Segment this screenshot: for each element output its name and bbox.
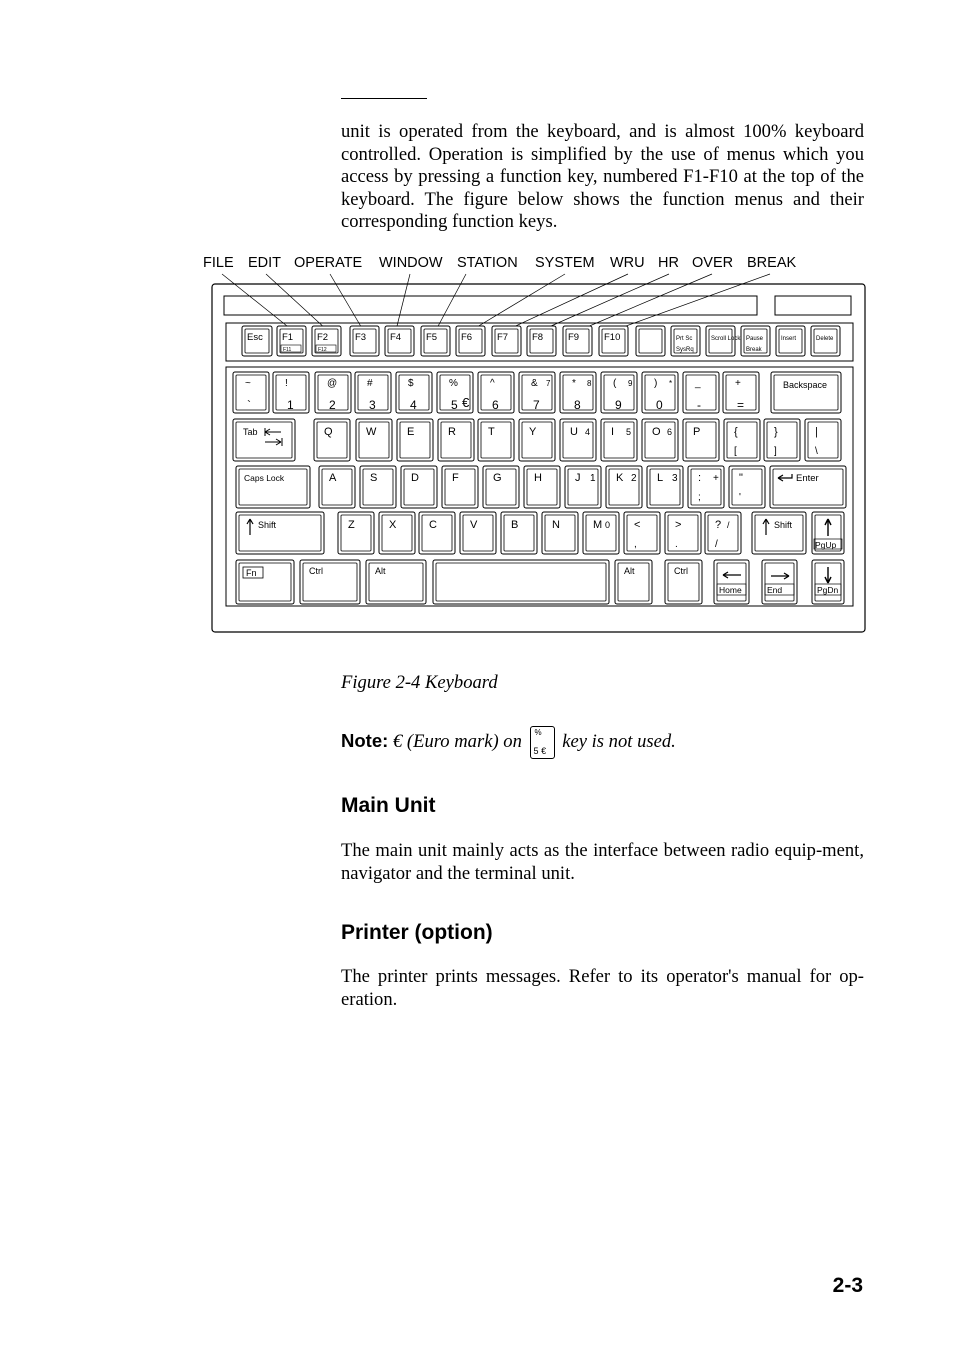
key-top: + — [735, 378, 741, 389]
key-pgup — [812, 512, 844, 554]
euro-symbol: € — [392, 731, 403, 752]
key-f9 — [563, 326, 592, 356]
key-top: L — [657, 472, 664, 484]
key-sym-5 — [437, 372, 473, 413]
key-h — [524, 466, 560, 508]
euro-mark: € — [462, 395, 470, 410]
key-label: Alt — [624, 566, 635, 576]
key-top: V — [470, 519, 478, 531]
key-bottom: . — [675, 539, 678, 550]
key-sym-8 — [560, 372, 596, 413]
menu-label-system: SYSTEM — [535, 255, 595, 271]
key-blank — [636, 326, 665, 356]
key-top: ( — [613, 378, 617, 389]
indicator-panel — [775, 296, 851, 315]
key-sublabel: Break — [746, 347, 762, 353]
key-top: < — [634, 519, 641, 531]
key-f10 — [599, 326, 628, 356]
key-top: I — [611, 426, 615, 438]
key-b — [501, 512, 537, 554]
key-numpad: 2 — [631, 473, 637, 484]
key-top: @ — [327, 378, 338, 389]
key-sym-sym — [723, 372, 759, 413]
key-m — [583, 512, 619, 554]
page-number: 2-3 — [832, 1274, 863, 1297]
key-sym-0 — [642, 372, 678, 413]
key-bottom: ` — [247, 398, 251, 412]
key-top: G — [493, 472, 502, 484]
key-bottom: 5 — [451, 398, 458, 412]
key-z — [338, 512, 374, 554]
key-label: Enter — [796, 473, 819, 484]
key-numpad: 7 — [546, 379, 551, 388]
key-e — [397, 419, 433, 461]
key-space — [433, 560, 609, 604]
key-bottom: = — [737, 398, 745, 412]
key-sublabel: PgUp — [815, 540, 837, 550]
key-bottom: 0 — [656, 398, 663, 412]
key-sym — [729, 466, 765, 508]
key-bottom: 4 — [410, 398, 417, 412]
key-sym-7 — [519, 372, 555, 413]
key-sym-3 — [355, 372, 391, 413]
key-label: F10 — [604, 332, 621, 343]
key-top: | — [815, 426, 818, 438]
menu-label-over: OVER — [692, 255, 734, 271]
key-sym — [764, 419, 800, 461]
note-text-2: key is not used. — [562, 731, 676, 752]
menu-label-operate: OPERATE — [294, 255, 363, 271]
key-pgdn — [812, 560, 844, 604]
keyboard-diagram — [0, 0, 954, 660]
key-sublabel: SysRq — [676, 347, 694, 353]
key-sym-sym — [683, 372, 719, 413]
key-bottom: \ — [815, 446, 818, 457]
key-sym-4 — [396, 372, 432, 413]
intro-paragraph: unit is operated from the keyboard, and is almost 100% keyboard controlled. Operation is simplified by the use of menus which you access by pressing a function key, numbered F1-F10 at the top of the keyboard. The figure below shows the function menus and their corresponding function keys. — [341, 121, 864, 232]
key-top: E — [407, 426, 415, 438]
figure-caption: Figure 2-4 Keyboard — [341, 672, 498, 693]
key-x — [379, 512, 415, 554]
key-5-bottom: 5 € — [533, 746, 547, 756]
key-top: { — [734, 426, 738, 438]
key-top: R — [448, 426, 456, 438]
key-top: D — [411, 472, 419, 484]
key-label: Ctrl — [309, 566, 323, 576]
key-w — [356, 419, 392, 461]
key-label: F1 — [282, 332, 294, 343]
key-top: Z — [348, 519, 355, 531]
key-sym-sym — [233, 372, 269, 413]
key-label: Esc — [247, 332, 263, 343]
key-v — [460, 512, 496, 554]
menu-label-file: FILE — [203, 255, 234, 271]
key-label: Tab — [243, 427, 258, 437]
key-ctrl — [665, 560, 702, 604]
key-bottom: ' — [739, 492, 741, 503]
key-sym — [688, 466, 724, 508]
printer-paragraph: The printer prints messages. Refer to its operator's manual for op-eration. — [341, 966, 864, 1010]
key-numpad: 3 — [672, 473, 678, 484]
key-t — [478, 419, 514, 461]
key-top: K — [616, 472, 624, 484]
key-f3 — [350, 326, 379, 356]
key-numpad: + — [713, 473, 719, 484]
key-top: & — [531, 378, 538, 389]
key-top: W — [366, 426, 377, 438]
key-label: Shift — [774, 520, 793, 530]
key-top: * — [572, 378, 576, 389]
key-esc — [242, 326, 272, 356]
key-top: O — [652, 426, 661, 438]
key-label: F9 — [568, 332, 580, 343]
key-numpad: * — [669, 379, 673, 388]
key-label: Shift — [258, 520, 277, 530]
key-5-icon — [530, 726, 555, 759]
key-top: ) — [654, 378, 658, 389]
key-top: ^ — [490, 378, 495, 389]
key-i — [601, 419, 637, 461]
key-sym — [624, 512, 660, 554]
key-label: F7 — [497, 332, 509, 343]
key-alt — [615, 560, 652, 604]
key-tab — [233, 419, 295, 461]
key-top: Q — [324, 426, 333, 438]
key-numpad: 9 — [628, 379, 633, 388]
key-sublabel: End — [767, 585, 783, 595]
key-ctrl — [300, 560, 360, 604]
main-unit-paragraph: The main unit mainly acts as the interface between radio equip-ment, navigator and the terminal unit. — [341, 840, 864, 884]
key-sym-1 — [273, 372, 309, 413]
key-bottom: 6 — [492, 398, 499, 412]
key-f8 — [527, 326, 556, 356]
key-sym — [724, 419, 760, 461]
key-top: A — [329, 472, 337, 484]
key-top: U — [570, 426, 578, 438]
key-label: Prt Sc — [676, 336, 693, 342]
key-label: Delete — [816, 336, 834, 342]
key-numpad: 8 — [587, 379, 592, 388]
printer-heading: Printer (option) — [341, 921, 493, 944]
key-bottom: ] — [774, 446, 777, 457]
key-top: H — [534, 472, 542, 484]
menu-label-break: BREAK — [747, 255, 797, 271]
key-enter — [770, 466, 846, 508]
key-top: } — [774, 426, 778, 438]
menu-label-window: WINDOW — [379, 255, 443, 271]
key-label: Ctrl — [674, 566, 688, 576]
key-top: $ — [408, 378, 414, 389]
key-numpad: 1 — [590, 473, 596, 484]
key-bottom: , — [634, 539, 637, 550]
key-j — [565, 466, 601, 508]
key-label: Scroll Lock — [711, 336, 741, 342]
menu-label-station: STATION — [457, 255, 518, 271]
key-u — [560, 419, 596, 461]
key-label: Fn — [246, 568, 257, 578]
key-prt-sc — [671, 326, 700, 356]
key-label: F6 — [461, 332, 473, 343]
menu-label-hr: HR — [658, 255, 679, 271]
key-home — [714, 560, 749, 604]
key-top: T — [488, 426, 495, 438]
key-p — [683, 419, 719, 461]
key-caps-lock — [236, 466, 310, 508]
key-label: F4 — [390, 332, 402, 343]
key-backspace-blank — [771, 372, 841, 413]
key-top: ? — [715, 519, 722, 531]
key-delete — [811, 326, 840, 356]
key-bottom: 8 — [574, 398, 581, 412]
key-pause — [741, 326, 770, 356]
key-numpad: 4 — [585, 427, 591, 437]
key-top: J — [575, 472, 581, 484]
key-top: X — [389, 519, 397, 531]
key-top: " — [739, 472, 743, 484]
key-label: F5 — [426, 332, 438, 343]
key-bottom: / — [715, 539, 718, 550]
menu-label-edit: EDIT — [248, 255, 282, 271]
key-label: Backspace — [783, 380, 828, 390]
key-sym-6 — [478, 372, 514, 413]
key-top: F — [452, 472, 459, 484]
key-f1 — [277, 326, 306, 356]
key-bottom: ; — [698, 492, 701, 503]
key-numpad: / — [727, 520, 730, 530]
key-top: M — [593, 519, 603, 531]
key-k — [606, 466, 642, 508]
key-insert — [776, 326, 805, 356]
key-y — [519, 419, 555, 461]
key-top: Y — [529, 426, 537, 438]
key-f2 — [312, 326, 341, 356]
key-top: ! — [285, 378, 288, 389]
key-top: N — [552, 519, 560, 531]
key-bottom: 2 — [329, 398, 336, 412]
key-a — [319, 466, 355, 508]
display-strip — [224, 296, 757, 315]
key-sublabel: PgDn — [817, 585, 839, 595]
key-f — [442, 466, 478, 508]
key-bottom: 7 — [533, 398, 540, 412]
key-sublabel: Home — [719, 585, 742, 595]
key-top: S — [370, 472, 378, 484]
key-top: B — [511, 519, 519, 531]
key-label: F3 — [355, 332, 367, 343]
key-5-top: % — [534, 728, 542, 737]
key-bottom: 9 — [615, 398, 622, 412]
key-bottom: - — [697, 398, 701, 412]
key-c — [419, 512, 455, 554]
key-label: Alt — [375, 566, 386, 576]
key-numpad: 5 — [626, 427, 632, 437]
key-numpad: 0 — [605, 520, 611, 530]
key-top: > — [675, 519, 682, 531]
key-f5 — [421, 326, 450, 356]
key-alt — [366, 560, 426, 604]
key-o — [642, 419, 678, 461]
key-label: Pause — [746, 336, 764, 342]
key-label: Insert — [781, 336, 797, 342]
key-shift — [752, 512, 806, 554]
key-sublabel: F11 — [283, 347, 292, 353]
key-sym — [705, 512, 741, 554]
key-sym — [665, 512, 701, 554]
key-top: : — [698, 472, 702, 484]
key-f6 — [456, 326, 485, 356]
key-top: C — [429, 519, 437, 531]
key-n — [542, 512, 578, 554]
key-bottom: 3 — [369, 398, 376, 412]
key-top: # — [367, 378, 373, 389]
key-r — [438, 419, 474, 461]
key-shift — [236, 512, 324, 554]
note-text-1: (Euro mark) on — [406, 731, 522, 752]
key-bottom: [ — [734, 446, 737, 457]
key-label: Caps Lock — [244, 473, 285, 483]
key-d — [401, 466, 437, 508]
key-top: _ — [695, 378, 701, 389]
key-top: ~ — [245, 378, 251, 389]
main-unit-heading: Main Unit — [341, 794, 436, 817]
key-top: % — [449, 378, 458, 389]
key-label: F2 — [317, 332, 329, 343]
key-sym-2 — [315, 372, 351, 413]
key-q — [314, 419, 350, 461]
key-sym-9 — [601, 372, 637, 413]
key-f4 — [385, 326, 414, 356]
key-f7 — [492, 326, 521, 356]
key-s — [360, 466, 396, 508]
key-sym — [805, 419, 841, 461]
note-label: Note: — [341, 730, 389, 751]
key-numpad: 6 — [667, 427, 673, 437]
menu-label-wru: WRU — [610, 255, 645, 271]
key-bottom: 1 — [287, 398, 294, 412]
key-l — [647, 466, 683, 508]
key-end — [762, 560, 797, 604]
key-sublabel: F12 — [318, 347, 327, 353]
key-label: F8 — [532, 332, 544, 343]
key-g — [483, 466, 519, 508]
key-top: P — [693, 426, 701, 438]
euro-note — [341, 726, 676, 759]
key-fn — [236, 560, 294, 604]
